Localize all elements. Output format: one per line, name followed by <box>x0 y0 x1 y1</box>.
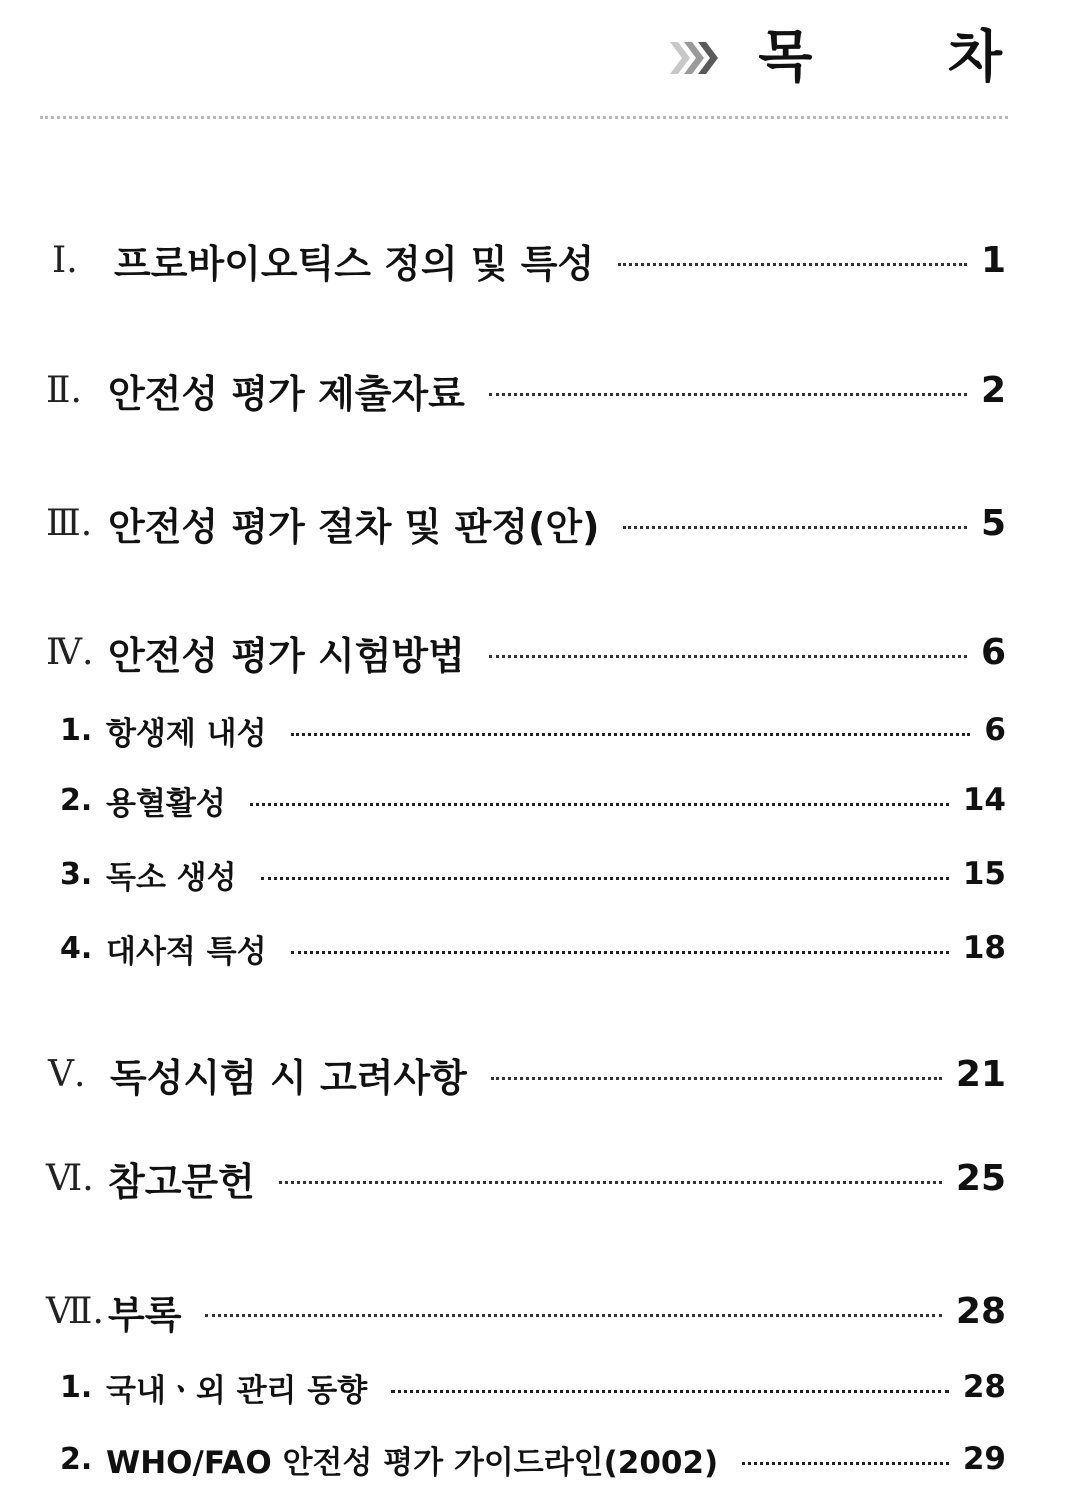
page-number: 21 <box>955 1053 1006 1095</box>
toc-item-4-4[interactable] <box>60 926 1006 970</box>
dot-leader <box>261 877 949 880</box>
page-title: 목 차 <box>758 25 1060 90</box>
toc-item-4-2[interactable] <box>60 778 1006 822</box>
toc-item-4-1[interactable] <box>60 708 1006 752</box>
page-number: 1 <box>980 239 1006 281</box>
dot-leader <box>291 951 949 954</box>
section-number: Ⅵ. <box>46 1157 94 1199</box>
section-title: 안전성 평가 절차 및 판정(안) <box>108 504 600 549</box>
page-number: 6 <box>984 712 1006 748</box>
item-title: 국내ㆍ외 관리 동향 <box>106 1372 368 1409</box>
section-title: 부록 <box>108 1292 182 1337</box>
toc-item-7-2[interactable] <box>60 1437 1006 1481</box>
page-number: 5 <box>980 502 1006 544</box>
dot-leader <box>491 1077 942 1080</box>
page-number: 28 <box>962 1369 1006 1405</box>
section-number: Ⅲ. <box>46 502 93 544</box>
page-number: 14 <box>962 782 1006 818</box>
dot-leader <box>391 1390 949 1393</box>
section-number: Ⅰ. <box>52 239 78 281</box>
section-number: Ⅱ. <box>46 369 82 411</box>
toc-section-1[interactable] <box>52 232 1006 288</box>
dot-leader <box>279 1181 942 1184</box>
toc-section-2[interactable] <box>46 362 1006 418</box>
item-number: 1. <box>60 712 93 748</box>
item-title: 용혈활성 <box>106 785 226 822</box>
dot-leader <box>291 733 971 736</box>
item-number: 2. <box>60 782 93 818</box>
page-number: 29 <box>962 1441 1006 1477</box>
section-title: 참고문헌 <box>108 1159 255 1204</box>
toc-section-7[interactable] <box>46 1283 1006 1339</box>
page-number: 2 <box>980 369 1006 411</box>
page-header <box>670 18 1060 98</box>
section-title: 독성시험 시 고려사항 <box>110 1055 467 1100</box>
dot-leader <box>618 263 967 266</box>
section-title: 안전성 평가 시험방법 <box>108 633 465 678</box>
toc-item-4-3[interactable] <box>60 852 1006 896</box>
section-title: 안전성 평가 제출자료 <box>108 371 465 416</box>
dot-leader <box>250 803 949 806</box>
item-title: 항생제 내성 <box>106 715 267 752</box>
item-number: 1. <box>60 1369 93 1405</box>
item-number: 4. <box>60 930 93 966</box>
page-number: 25 <box>955 1157 1006 1199</box>
dot-leader <box>623 526 966 529</box>
toc-section-5[interactable] <box>48 1046 1006 1102</box>
header-divider <box>40 116 1008 119</box>
item-title: 대사적 특성 <box>106 933 267 970</box>
dot-leader <box>205 1314 941 1317</box>
dot-leader <box>489 393 967 396</box>
section-number: Ⅴ. <box>48 1053 86 1095</box>
dot-leader <box>489 655 967 658</box>
section-title: 프로바이오틱스 정의 및 특성 <box>114 241 595 286</box>
toc-item-7-1[interactable] <box>60 1365 1006 1409</box>
page-number: 15 <box>962 856 1006 892</box>
page-number: 28 <box>955 1290 1006 1332</box>
page-number: 6 <box>980 631 1006 673</box>
section-number: Ⅶ. <box>46 1290 104 1332</box>
dot-leader <box>742 1462 949 1465</box>
page-number: 18 <box>962 930 1006 966</box>
item-title: WHO/FAO 안전성 평가 가이드라인(2002) <box>106 1444 719 1481</box>
item-number: 3. <box>60 856 93 892</box>
item-number: 2. <box>60 1441 93 1477</box>
triple-chevron-icon <box>670 38 722 78</box>
section-number: Ⅳ. <box>46 631 94 673</box>
toc-section-6[interactable] <box>46 1150 1006 1206</box>
toc-section-3[interactable] <box>46 495 1006 551</box>
item-title: 독소 생성 <box>106 859 237 896</box>
toc-section-4[interactable] <box>46 624 1006 680</box>
